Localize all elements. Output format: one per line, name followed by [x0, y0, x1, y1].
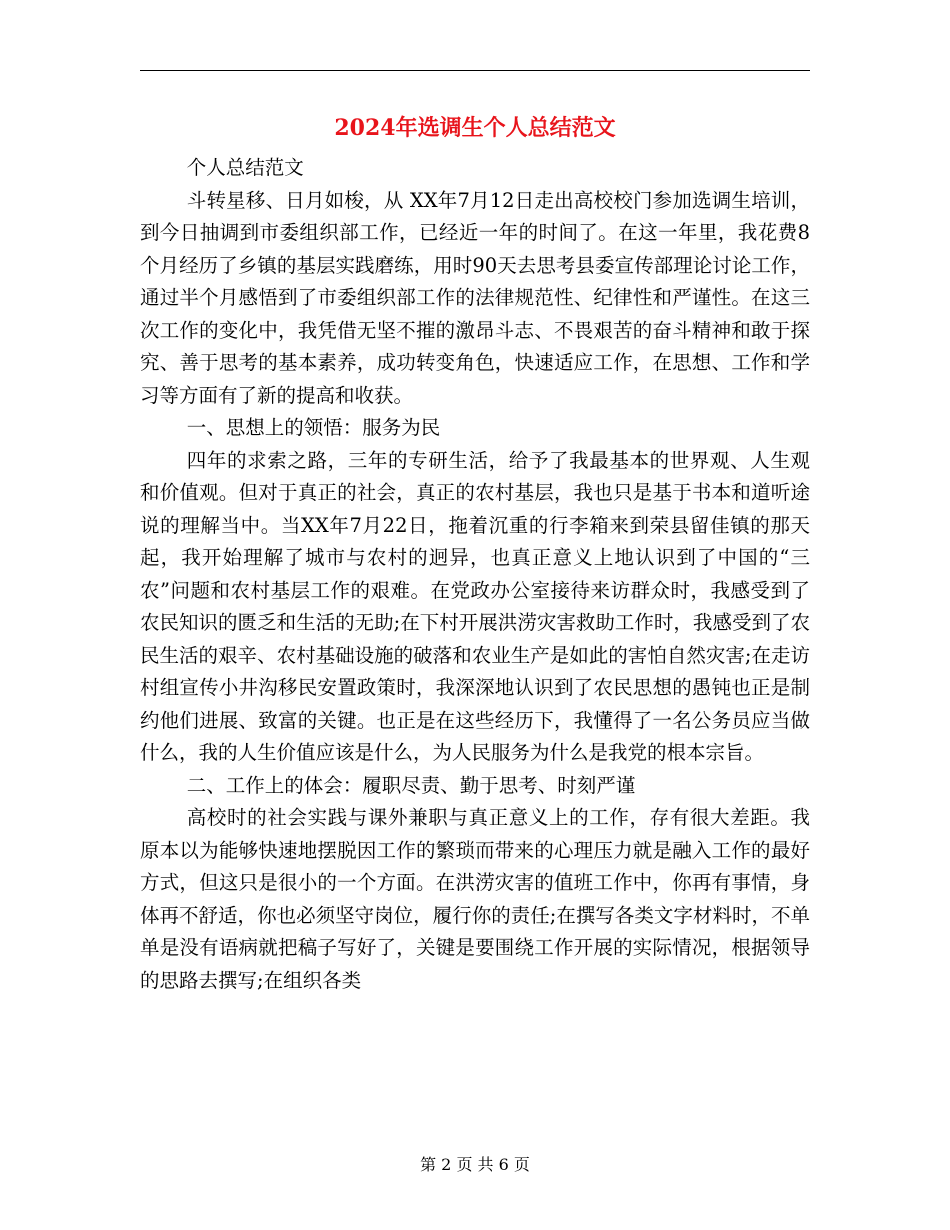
paragraph-intro: 斗转星移、日月如梭，从 XX年7月12日走出高校校门参加选调生培训，到今日抽调到市委组织部工作，已经近一年的时间了。在这一年里，我花费8个月经历了乡镇的基层实践磨练，用时90天去思考县委宣传部理论讨论工作，通过半个月感悟到了市委组织部工作的法律规范性、纪律性和严谨性。在这三次工作的变化中，我凭借无坚不摧的激昂斗志、不畏艰苦的奋斗精神和敢于探究、善于思考的基本素养，成功转变角色，快速适应工作，在思想、工作和学习等方面有了新的提高和收获。 — [140, 188, 810, 407]
paragraph-section-2: 高校时的社会实践与课外兼职与真正意义上的工作，存有很大差距。我原本以为能够快速地摆脱因工作的繁琐而带来的心理压力就是融入工作的最好方式，但这只是很小的一个方面。在洪涝灾害的值班工作中，你再有事情，身体再不舒适，你也必须坚守岗位，履行你的责任;在撰写各类文字材料时，不单单是没有语病就把稿子写好了，关键是要围绕工作开展的实际情况，根据领导的思路去撰写;在组织各类 — [140, 806, 810, 992]
section-heading-2: 二、工作上的体会：履职尽责、勤于思考、时刻严谨 — [186, 773, 636, 797]
paragraph-section-1: 四年的求索之路，三年的专研生活，给予了我最基本的世界观、人生观和价值观。但对于真正的社会，真正的农村基层，我也只是基于书本和道听途说的理解当中。当XX年7月22日，拖着沉重的行李箱来到荣县留佳镇的那天起，我开始理解了城市与农村的迥异，也真正意义上地认识到了中国的“三农”问题和农村基层工作的艰难。在党政办公室接待来访群众时，我感受到了农民知识的匮乏和生活的无助;在下村开展洪涝灾害救助工作时，我感受到了农民生活的艰辛、农村基础设施的破落和农业生产是如此的害怕自然灾害;在走访村组宣传小井沟移民安置政策时，我深深地认识到了农民思想的愚钝也正是制约他们进展、致富的关键。也正是在这些经历下，我懂得了一名公务员应当做什么，我的人生价值应该是什么，为人民服务为什么是我党的根本宗旨。 — [140, 448, 810, 764]
document-body — [140, 152, 810, 997]
header-rule — [140, 70, 810, 71]
section-heading-1: 一、思想上的领悟：服务为民 — [186, 416, 441, 439]
page-footer: 第 2 页 共 6 页 — [420, 1155, 530, 1174]
paragraph-subtitle: 个人总结范文 — [186, 156, 304, 179]
document-title: 2024年选调生个人总结范文 — [334, 115, 616, 141]
